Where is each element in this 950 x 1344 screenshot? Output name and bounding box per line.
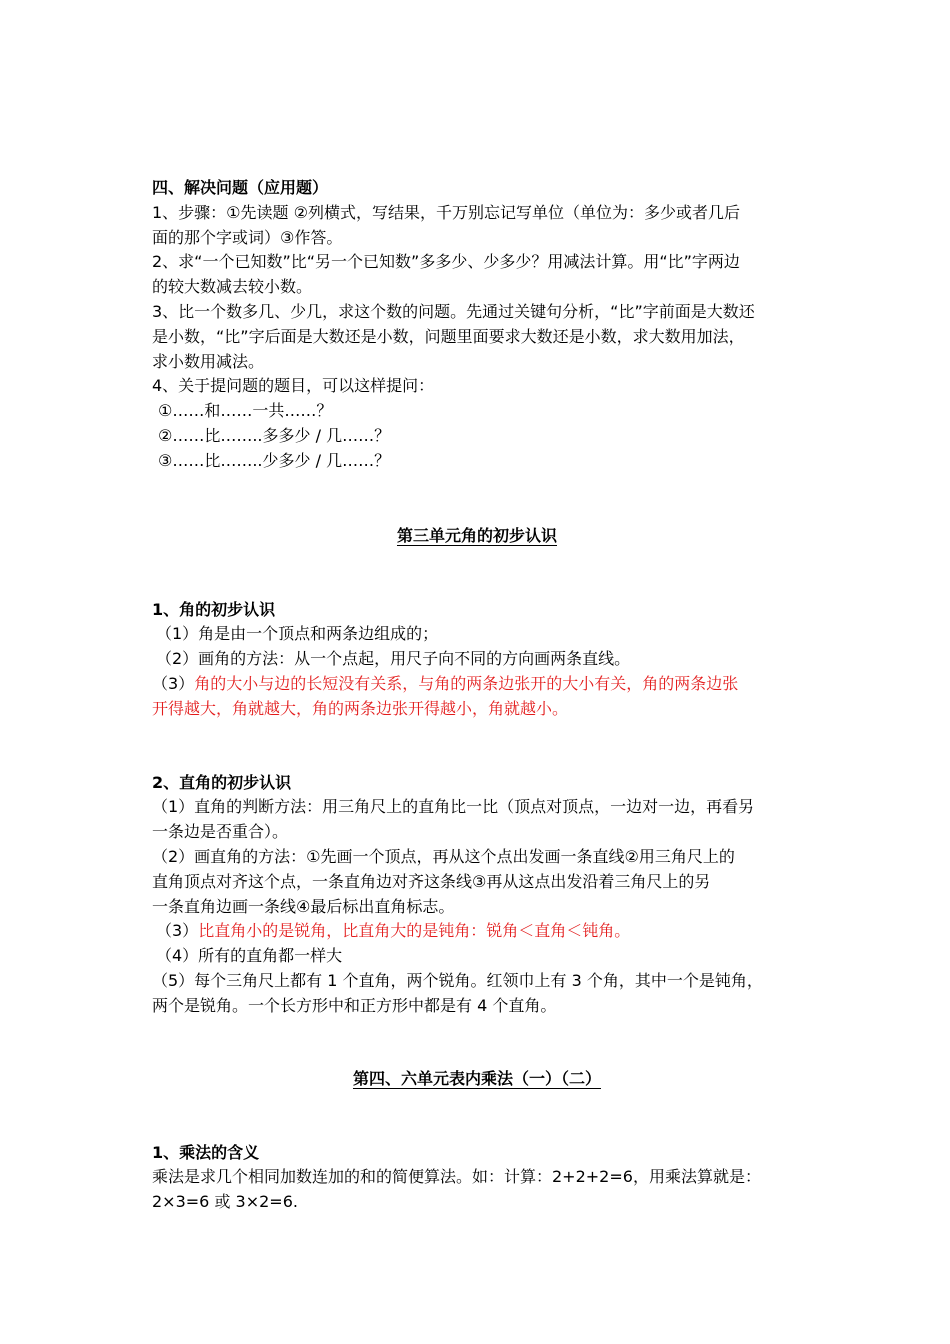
paragraph-line: 4、关于提问题的题目，可以这样提问：: [152, 376, 435, 396]
paragraph-line: 3、比一个数多几、少几，求这个数的问题。先通过关键句分析，“比”字前面是大数还: [152, 301, 755, 321]
highlighted-text: 比直角小的是锐角，比直角大的是钝角：锐角＜直角＜钝角。: [198, 921, 631, 941]
paragraph-line: 求小数用减法。: [152, 351, 265, 371]
paragraph-line: （2）画角的方法：从一个点起，用尺子向不同的方向画两条直线。: [156, 649, 631, 669]
paragraph-line: 面的那个字或词）③作答。: [152, 227, 343, 247]
item-number: （3）: [156, 921, 199, 941]
section-title: 1、乘法的含义: [152, 1142, 260, 1162]
paragraph-line: （5）每个三角尺上都有 1 个直角，两个锐角。红领巾上有 3 个角，其中一个是钝角，: [152, 970, 763, 990]
paragraph-line: 2、求“一个已知数”比“另一个已知数”多多少、少多少？用减法计算。用“比”字两边: [152, 252, 740, 272]
paragraph-line: [152, 919, 802, 944]
list-item: ③……比……..少多少 / 几……？: [158, 450, 391, 470]
section-title: 四、解决问题（应用题）: [152, 178, 329, 197]
paragraph-line: （2）画直角的方法：①先画一个顶点，再从这个点出发画一条直线②用三角尺上的: [152, 846, 735, 866]
paragraph-line: 一条边是否重合）。: [152, 822, 289, 842]
section-title: 1、角的初步认识: [152, 599, 276, 619]
paragraph-line: 乘法是求几个相同加数连加的和的简便算法。如：计算：2+2+2=6，用乘法算就是：: [152, 1167, 761, 1187]
unit-heading: 第三单元角的初步认识: [396, 525, 557, 545]
paragraph-line: （1）角是由一个顶点和两条边组成的；: [156, 624, 439, 644]
paragraph-line: 的较大数减去较小数。: [152, 277, 313, 297]
paragraph-line: 2×3=6 或 3×2=6.: [152, 1192, 298, 1212]
document-page: [152, 176, 802, 1215]
paragraph-line: （1）直角的判断方法：用三角尺上的直角比一比（顶点对顶点，一边对一边，再看另: [152, 797, 755, 817]
paragraph-line: 1、步骤：①先读题 ②列横式，写结果，千万别忘记写单位（单位为：多少或者几后: [152, 202, 740, 222]
highlighted-text: 开得越大，角就越大，角的两条边张开得越小，角就越小。: [152, 698, 569, 718]
list-item: ②……比……..多多少 / 几……？: [158, 425, 391, 445]
paragraph-line: 直角顶点对齐这个点，一条直角边对齐这条线③再从这点出发沿着三角尺上的另: [152, 871, 711, 891]
highlighted-text: 角的大小与边的长短没有关系，与角的两条边张开的大小有关，角的两条边张: [194, 673, 739, 693]
unit-heading: 第四、六单元表内乘法（一）（二）: [352, 1068, 601, 1088]
paragraph-line: 两个是锐角。一个长方形中和正方形中都是有 4 个直角。: [152, 995, 557, 1015]
paragraph-line: 一条直角边画一条线④最后标出直角标志。: [152, 896, 455, 916]
paragraph-line: 是小数，“比”字后面是大数还是小数，问题里面要求大数还是小数，求大数用加法，: [152, 326, 745, 346]
item-number: （3）: [152, 673, 195, 693]
list-item: ①……和……一共……？: [158, 401, 333, 421]
paragraph-line: [152, 672, 802, 697]
paragraph-line: （4）所有的直角都一样大: [156, 946, 343, 966]
section-title: 2、直角的初步认识: [152, 772, 292, 792]
